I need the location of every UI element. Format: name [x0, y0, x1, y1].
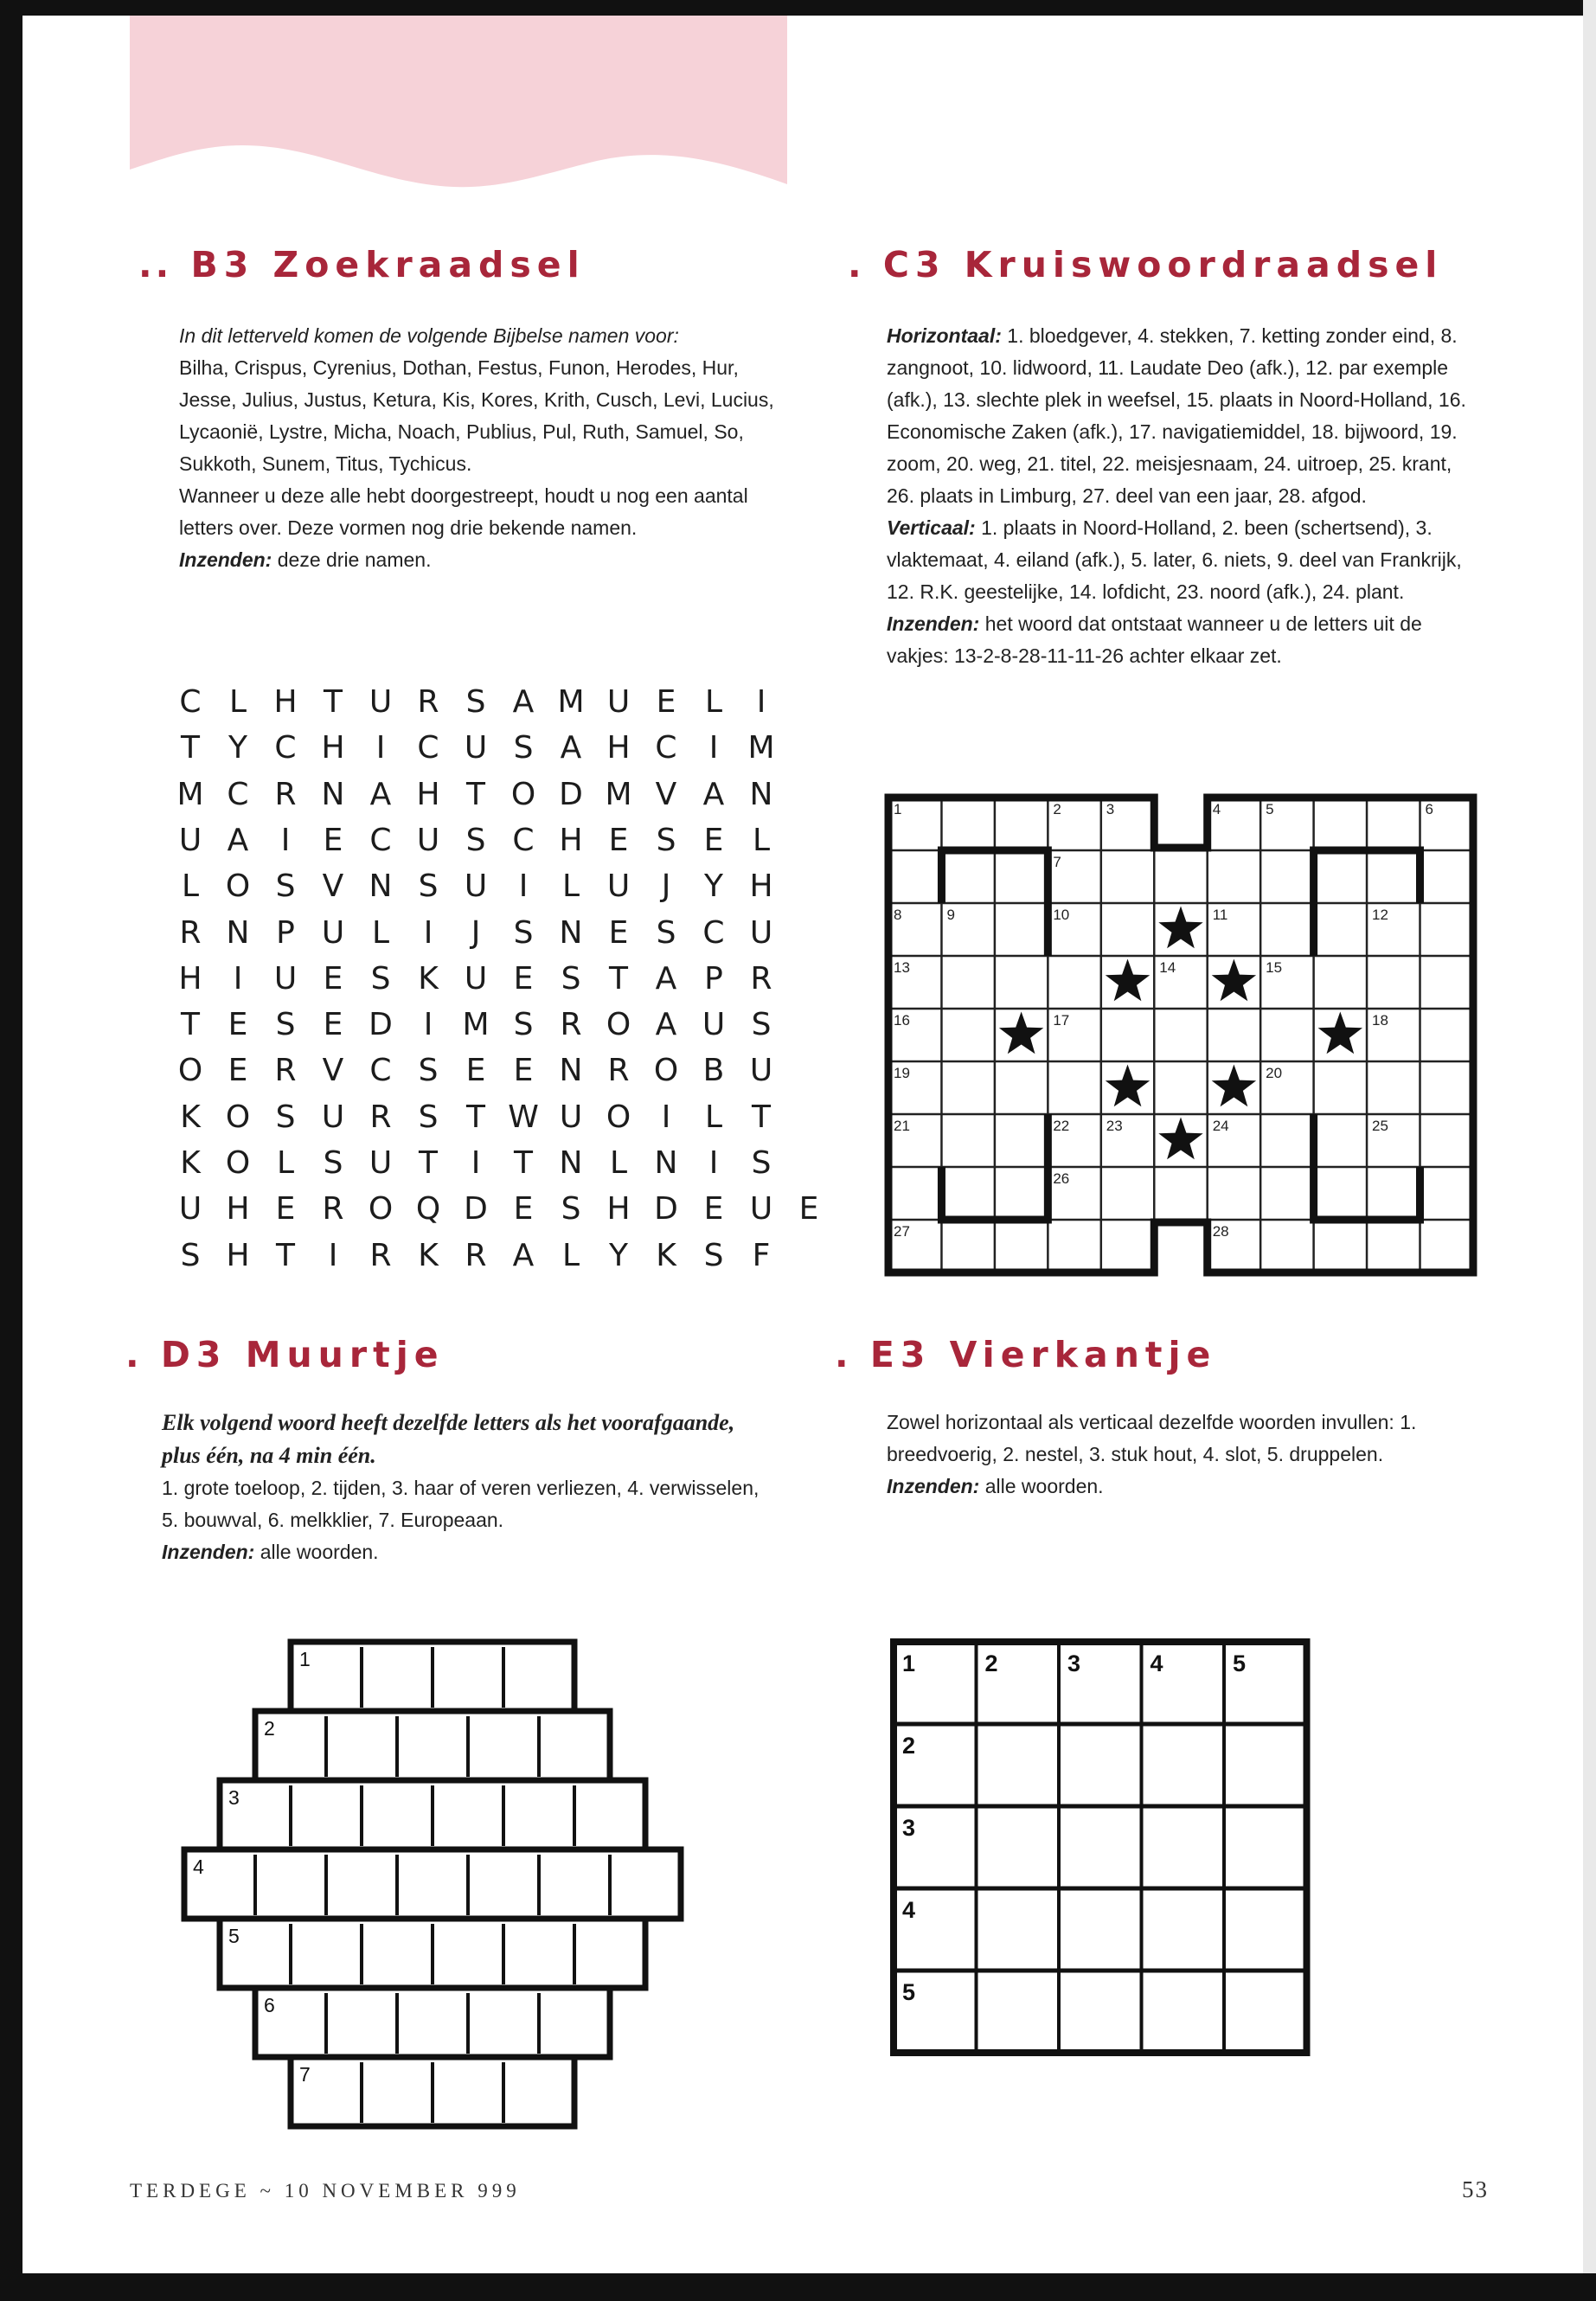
word-search-letter: T [276, 1237, 295, 1273]
word-search-letter: I [328, 1237, 338, 1273]
d3-heading: . D3 Muurtje [125, 1334, 445, 1375]
word-search-letter: T [466, 776, 485, 812]
word-search-letter: E [608, 822, 629, 858]
word-search-letter: F [752, 1237, 771, 1273]
word-search-letter: P [704, 960, 723, 997]
word-search-letter: O [225, 868, 251, 905]
crossword-number: 26 [1053, 1170, 1070, 1187]
d3-rule: Elk volgend woord heeft dezelfde letters als het voorafgaande, plus één, na 4 min één. [162, 1410, 735, 1468]
word-search-letter: C [655, 730, 677, 766]
word-search-letter: H [321, 730, 345, 766]
word-search-letter: I [708, 1145, 719, 1181]
word-search-letter: H [226, 1237, 250, 1273]
word-search-letter: S [561, 1191, 581, 1227]
word-search-letter: A [512, 1237, 535, 1273]
crossword-grid [878, 787, 1484, 1282]
word-search-letter: E [656, 684, 676, 720]
square-number: 2 [984, 1650, 998, 1676]
word-search-letter: S [418, 1099, 439, 1135]
word-search-letter: Y [609, 1237, 628, 1273]
word-search-letter: E [228, 1007, 248, 1043]
crossword-number: 25 [1372, 1118, 1388, 1134]
word-search-letter: I [471, 1145, 481, 1181]
word-search-letter: J [661, 868, 671, 905]
pink-wave-banner [130, 16, 787, 202]
word-search-letter: U [749, 1191, 773, 1227]
word-search-letter: E [323, 822, 343, 858]
word-search-letter: N [321, 776, 345, 812]
word-search-letter: M [462, 1007, 490, 1043]
word-search-letter: I [423, 1007, 433, 1043]
word-search-letter: E [703, 822, 724, 858]
word-search-letter: E [513, 960, 534, 997]
word-search-letter: R [607, 1053, 630, 1089]
c3-heading: . C3 Kruiswoordraadsel [848, 244, 1444, 285]
word-search-letter: U [321, 1099, 345, 1135]
wall-row [255, 1988, 610, 2057]
square-number: 3 [1067, 1650, 1081, 1676]
word-search-letter: B [702, 1053, 725, 1089]
word-search-letter: S [751, 1007, 772, 1043]
word-search-letter: A [560, 730, 582, 766]
word-search-letter: O [510, 776, 536, 812]
word-search-letter: S [275, 1099, 296, 1135]
square-number: 4 [1150, 1650, 1163, 1676]
crossword-number: 23 [1106, 1118, 1123, 1134]
word-search-letter: U [606, 868, 631, 905]
e3-text: Zowel horizontaal als verticaal dezelfde woorden invullen: 1. breedvoerig, 2. nestel, 3. stuk hout, 4. slot, 5. druppelen. [887, 1411, 1417, 1465]
word-search-letter: I [375, 730, 386, 766]
e3-heading: . E3 Vierkantje [835, 1334, 1217, 1375]
word-search-letter: A [227, 822, 249, 858]
word-search-letter: A [369, 776, 392, 812]
page-border-right [1583, 0, 1596, 2301]
word-search-letter: V [322, 1053, 344, 1089]
word-search-letter: D [369, 1007, 393, 1043]
b3-names: Bilha, Crispus, Cyrenius, Dothan, Festus, Funon, Herodes, Hur, Jesse, Julius, Justus, Ketura, Kis, Kores, Krith, Cusch, Levi, Lucius, Lycaonië, Lystre, Micha, Noach, Publius, Pul, Ruth, Samuel, So, Sukkoth, Sunem, Titus, Tychicus. [179, 356, 774, 475]
word-search-letter: I [280, 822, 291, 858]
crossword-number: 22 [1053, 1118, 1070, 1134]
word-search-letter: E [465, 1053, 486, 1089]
word-search-letter: R [274, 776, 297, 812]
crossword-number: 4 [1212, 801, 1221, 817]
word-search-letter: U [464, 730, 488, 766]
word-search-letter: T [181, 730, 200, 766]
word-search-letter: S [275, 868, 296, 905]
word-search-letter: S [656, 914, 676, 951]
word-search-letter: R [369, 1237, 392, 1273]
word-search-letter: O [606, 1099, 631, 1135]
word-search-letter: L [561, 1237, 580, 1273]
c3-vertical: Verticaal: 1. plaats in Noord-Holland, 2. been (schertsend), 3. vlaktemaat, 4. eiland (afk.), 5. later, 6. niets, 9. deel van Frankrijk, 12. R.K. geestelijke, 14. lofdicht, 23. noord (afk.), 24. plant. [887, 516, 1462, 603]
word-search-letter: S [561, 960, 581, 997]
word-search-letter: L [704, 1099, 723, 1135]
word-search-letter: Q [415, 1191, 441, 1227]
word-search-letter: I [756, 684, 766, 720]
word-search-grid [164, 683, 819, 1289]
crossword-number: 15 [1266, 959, 1283, 976]
word-search-letter: R [274, 1053, 297, 1089]
word-search-letter: W [508, 1099, 539, 1135]
word-search-letter: N [559, 1145, 583, 1181]
wall-row-number: 7 [299, 2063, 311, 2086]
page-border-left [0, 0, 22, 2301]
crossword-number: 14 [1159, 959, 1176, 976]
word-search-letter: R [560, 1007, 582, 1043]
b3-heading: .. B3 Zoekraadsel [138, 244, 586, 285]
word-search-letter: H [606, 1191, 631, 1227]
word-search-letter: V [322, 868, 344, 905]
word-search-letter: C [179, 684, 202, 720]
word-search-letter: D [559, 776, 583, 812]
b3-instruction: Wanneer u deze alle hebt doorgestreept, houdt u nog een aantal letters over. Deze vormen nog drie bekende namen. [179, 484, 748, 539]
word-search-letter: H [606, 730, 631, 766]
word-search-letter: N [369, 868, 393, 905]
word-search-letter: U [369, 684, 393, 720]
crossword-number: 20 [1266, 1065, 1283, 1081]
word-search-letter: R [322, 1191, 344, 1227]
word-search-letter: H [559, 822, 583, 858]
c3-submit: Inzenden: het woord dat ontstaat wanneer u de letters uit de vakjes: 13-2-8-28-11-11-26 achter elkaar zet. [887, 612, 1422, 667]
word-search-letter: H [749, 868, 773, 905]
word-search-letter: T [324, 684, 343, 720]
crossword-number: 3 [1106, 801, 1115, 817]
word-search-letter: E [228, 1053, 248, 1089]
wall-puzzle-grid [193, 1635, 653, 2119]
b3-intro: In dit letterveld komen de volgende Bijbelse namen voor: [179, 324, 679, 347]
word-search-letter: D [654, 1191, 678, 1227]
wall-row-number: 3 [228, 1786, 240, 1809]
word-search-letter: A [655, 960, 677, 997]
word-search-letter: Y [228, 730, 247, 766]
crossword-number: 19 [894, 1065, 910, 1081]
square-number: 3 [902, 1815, 916, 1841]
word-search-letter: U [464, 960, 488, 997]
word-search-letter: C [702, 914, 725, 951]
word-search-letter: E [608, 914, 629, 951]
word-search-letter: A [512, 684, 535, 720]
b3-submit: Inzenden: deze drie namen. [179, 548, 432, 571]
word-search-letter: K [180, 1099, 201, 1135]
word-search-letter: Y [704, 868, 723, 905]
e3-submit: Inzenden: alle woorden. [887, 1475, 1104, 1497]
word-search-letter: S [513, 1007, 534, 1043]
word-search-letter: U [178, 822, 202, 858]
word-search-letter: U [369, 1145, 393, 1181]
crossword-number: 21 [894, 1118, 910, 1134]
crossword-number: 18 [1372, 1012, 1388, 1029]
square-number: 5 [902, 1979, 916, 2005]
crossword-number: 2 [1053, 801, 1061, 817]
d3-body [162, 1407, 767, 1568]
word-search-letter: O [606, 1007, 631, 1043]
word-search-letter: U [273, 960, 298, 997]
word-search-letter: T [466, 1099, 485, 1135]
crossword-number: 24 [1212, 1118, 1229, 1134]
word-search-letter: S [418, 868, 439, 905]
word-search-letter: R [465, 1237, 487, 1273]
word-search-letter: A [655, 1007, 677, 1043]
word-search-letter: I [423, 914, 433, 951]
word-search-letter: L [371, 914, 390, 951]
square-number: 2 [902, 1733, 916, 1759]
word-search-letter: U [416, 822, 440, 858]
word-search-letter: N [654, 1145, 678, 1181]
word-search-letter: I [233, 960, 243, 997]
word-search-letter: E [703, 1191, 724, 1227]
word-search-letter: C [417, 730, 439, 766]
word-search-letter: C [369, 1053, 392, 1089]
word-search-letter: R [750, 960, 772, 997]
c3-body [887, 320, 1484, 672]
word-search-letter: U [702, 1007, 726, 1043]
wall-row [220, 1780, 645, 1849]
word-search-letter: D [464, 1191, 488, 1227]
word-search-letter: U [749, 914, 773, 951]
word-search-letter: N [559, 1053, 583, 1089]
word-search-letter: L [181, 868, 200, 905]
wall-row [220, 1919, 645, 1988]
word-search-letter: N [226, 914, 250, 951]
word-search-letter: M [747, 730, 775, 766]
word-search-letter: U [606, 684, 631, 720]
word-search-letter: C [369, 822, 392, 858]
word-search-letter: L [752, 822, 771, 858]
footer-publication: TERDEGE ~ 10 NOVEMBER 999 [130, 2180, 521, 2202]
word-search-letter: R [417, 684, 439, 720]
word-search-letter: S [418, 1053, 439, 1089]
crossword-number: 17 [1053, 1012, 1070, 1029]
b3-body [179, 320, 785, 576]
word-search-letter: O [368, 1191, 394, 1227]
word-search-letter: U [178, 1191, 202, 1227]
d3-submit: Inzenden: alle woorden. [162, 1541, 379, 1563]
word-search-letter: L [228, 684, 247, 720]
word-search-letter: S [323, 1145, 343, 1181]
word-search-letter: U [749, 1053, 773, 1089]
word-search-letter: S [370, 960, 391, 997]
crossword-number: 10 [1053, 907, 1070, 923]
word-search-letter: P [276, 914, 295, 951]
word-search-letter: S [465, 822, 486, 858]
word-search-letter: C [512, 822, 535, 858]
word-search-letter: O [225, 1145, 251, 1181]
crossword-number: 8 [894, 907, 902, 923]
wall-row [255, 1711, 610, 1780]
wall-row [291, 2057, 574, 2126]
word-search-letter: S [703, 1237, 724, 1273]
word-search-letter: L [609, 1145, 628, 1181]
wall-row-number: 4 [193, 1856, 204, 1878]
page-border-top [0, 0, 1596, 16]
word-search-letter: U [464, 868, 488, 905]
word-search-letter: K [656, 1237, 676, 1273]
page-number: 53 [1462, 2176, 1489, 2202]
word-search-letter: I [708, 730, 719, 766]
word-search-letter: H [226, 1191, 250, 1227]
word-search-letter: E [798, 1191, 819, 1227]
d3-clues: 1. grote toeloop, 2. tijden, 3. haar of veren verliezen, 4. verwisselen, 5. bouwval, 6. melkklier, 7. Europeaan. [162, 1477, 760, 1531]
word-search-letter: H [178, 960, 202, 997]
word-search-letter: O [225, 1099, 251, 1135]
word-search-letter: E [323, 960, 343, 997]
word-search-letter: R [179, 914, 202, 951]
word-search-letter: L [704, 684, 723, 720]
crossword-number: 11 [1212, 907, 1228, 923]
word-search-letter: E [513, 1053, 534, 1089]
crossword-number: 7 [1053, 854, 1061, 870]
word-search-letter: M [605, 776, 632, 812]
wall-row-number: 2 [264, 1717, 275, 1740]
word-search-letter: T [609, 960, 628, 997]
word-search-letter: H [416, 776, 440, 812]
word-search-letter: E [513, 1191, 534, 1227]
word-search-letter: S [513, 730, 534, 766]
wall-row-number: 5 [228, 1925, 240, 1947]
word-search-letter: V [655, 776, 677, 812]
word-search-letter: T [752, 1099, 771, 1135]
word-search-letter: L [276, 1145, 295, 1181]
word-search-letter: A [702, 776, 725, 812]
word-search-letter: T [419, 1145, 438, 1181]
wall-row [291, 1642, 574, 1711]
wall-row-number: 6 [264, 1994, 275, 2016]
crossword-number: 9 [946, 907, 955, 923]
word-search-letter: M [557, 684, 585, 720]
word-search-letter: S [465, 684, 486, 720]
c3-horizontal: Horizontaal: 1. bloedgever, 4. stekken, 7. ketting zonder eind, 8. zangnoot, 10. lidwoord, 11. Laudate Deo (afk.), 12. par exemple (afk.), 13. slechte plek in weefsel, 15. plaats in Noord-Holland, 16. Economische Zaken (afk.), 17. navigatiemiddel, 18. bijwoord, 19. zoom, 20. weg, 21. titel, 22. meisjesnaam, 24. uitroep, 25. krant, 26. plaats in Limburg, 27. deel van een jaar, 28. afgod. [887, 324, 1466, 507]
wall-row [184, 1849, 681, 1919]
word-search-letter: H [273, 684, 298, 720]
square-number: 4 [902, 1897, 916, 1923]
crossword-number: 13 [894, 959, 910, 976]
word-search-letter: C [274, 730, 297, 766]
wall-row-number: 1 [299, 1648, 311, 1670]
word-search-letter: U [321, 914, 345, 951]
crossword-number: 5 [1266, 801, 1274, 817]
word-search-letter: S [275, 1007, 296, 1043]
page-border-bottom [0, 2273, 1596, 2301]
crossword-number: 12 [1372, 907, 1388, 923]
crossword-number: 28 [1212, 1223, 1229, 1240]
word-search-letter: I [518, 868, 529, 905]
crossword-number: 27 [894, 1223, 910, 1240]
crossword-number: 6 [1425, 801, 1433, 817]
word-search-letter: R [369, 1099, 392, 1135]
word-search-letter: E [323, 1007, 343, 1043]
word-search-letter: J [471, 914, 481, 951]
word-search-letter: T [514, 1145, 533, 1181]
word-search-letter: S [656, 822, 676, 858]
word-search-letter: N [749, 776, 773, 812]
word-search-letter: K [418, 960, 439, 997]
crossword-number: 1 [894, 801, 902, 817]
crossword-number: 16 [894, 1012, 910, 1029]
word-search-letter: M [176, 776, 204, 812]
word-search-letter: T [181, 1007, 200, 1043]
word-search-letter: N [559, 914, 583, 951]
word-search-letter: U [559, 1099, 583, 1135]
word-search-letter: K [418, 1237, 439, 1273]
word-search-letter: S [751, 1145, 772, 1181]
word-search-letter: O [177, 1053, 203, 1089]
e3-body [887, 1407, 1484, 1503]
square-number: 5 [1233, 1650, 1247, 1676]
word-search-letter: E [275, 1191, 296, 1227]
word-square-grid [887, 1635, 1319, 2059]
word-search-letter: S [513, 914, 534, 951]
word-search-letter: S [180, 1237, 201, 1273]
word-search-letter: C [227, 776, 249, 812]
square-number: 1 [902, 1650, 916, 1676]
word-search-letter: O [653, 1053, 679, 1089]
word-search-letter: L [561, 868, 580, 905]
word-search-letter: I [661, 1099, 671, 1135]
word-search-letter: K [180, 1145, 201, 1181]
